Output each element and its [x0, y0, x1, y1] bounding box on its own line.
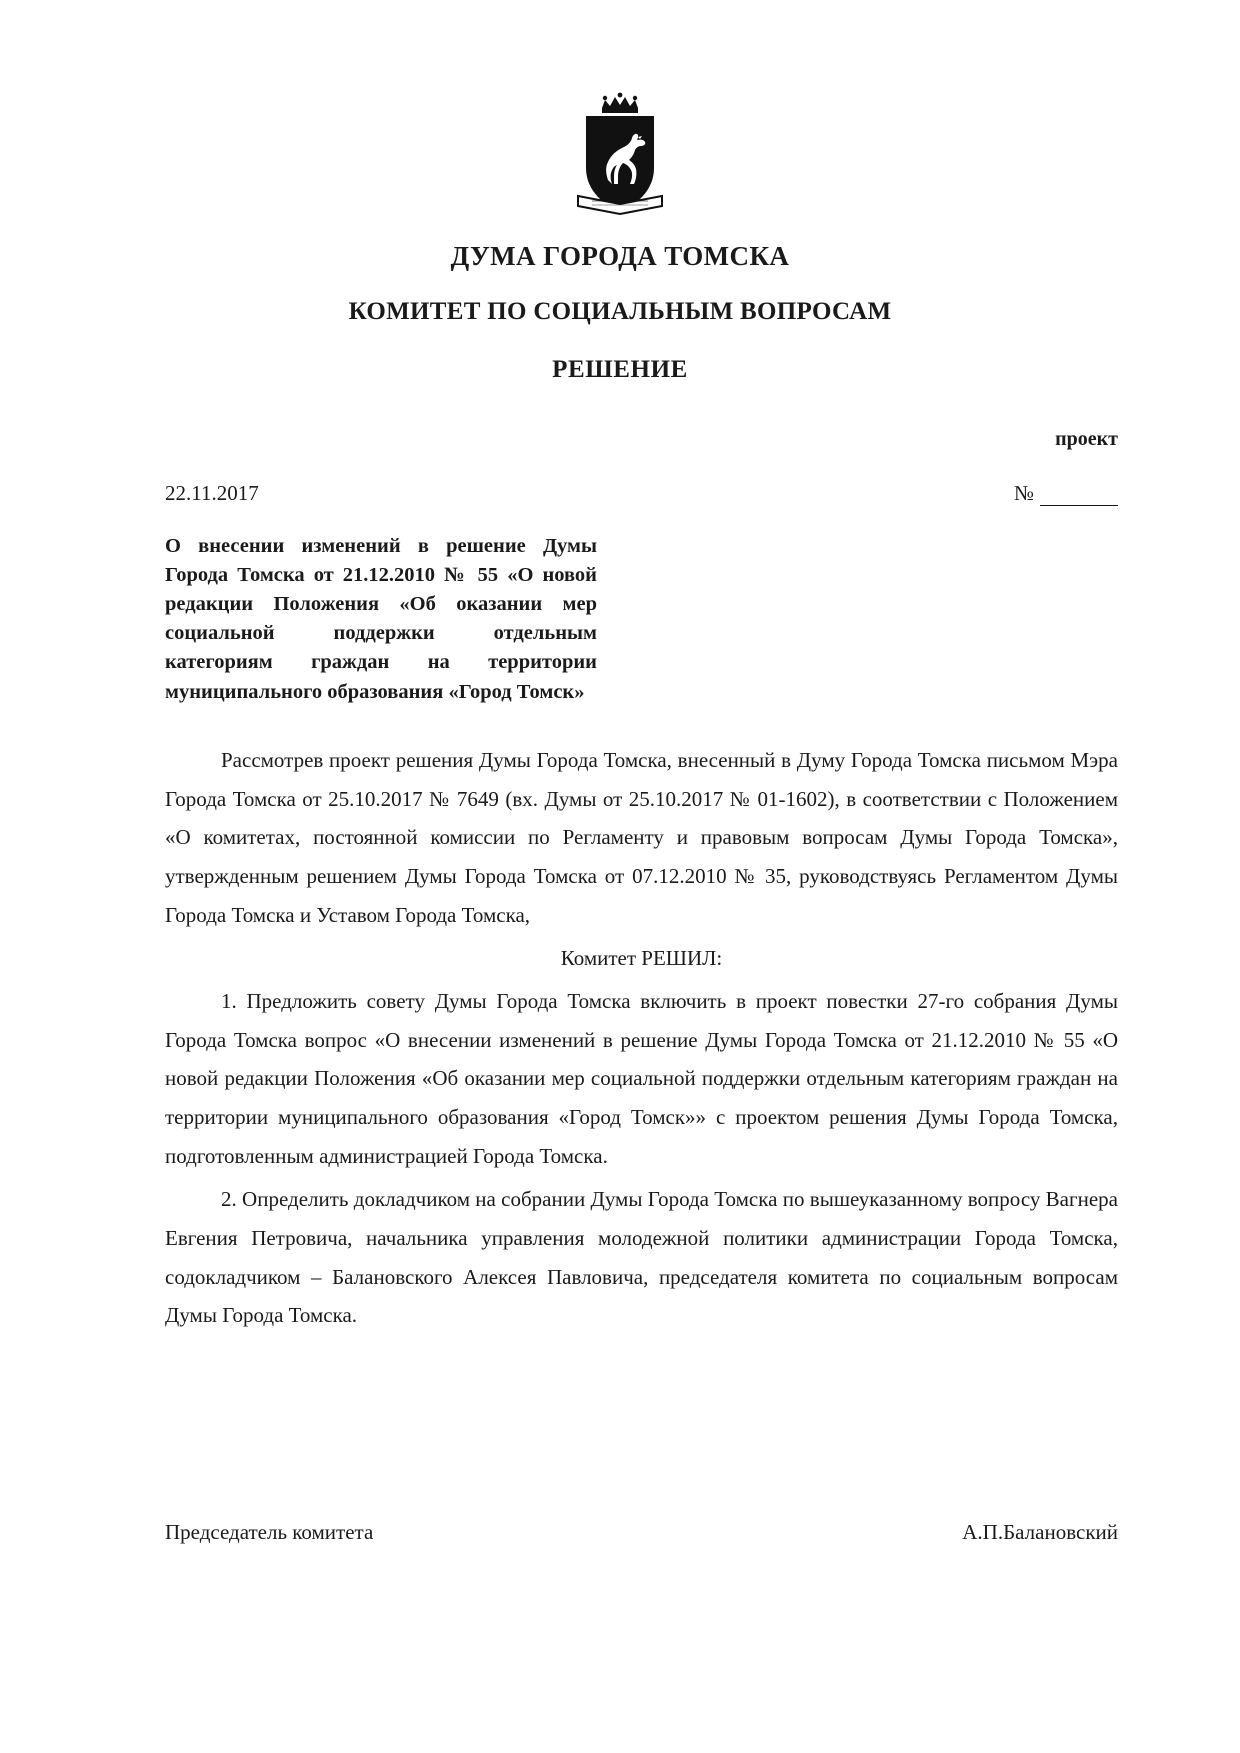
- signature-block: [165, 1520, 1118, 1545]
- committee-title: КОМИТЕТ ПО СОЦИАЛЬНЫМ ВОПРОСАМ: [348, 298, 892, 325]
- coat-of-arms-icon: [572, 92, 668, 227]
- paragraph-preamble: Рассмотрев проект решения Думы Города Томска, внесенный в Думу Города Томска письмом Мэра Города Томска от 25.10.2017 № 7649 (вх. Думы от 25.10.2017 № 01-1602), в соответствии с Положением «О комитетах, постоянной комиссии по Регламенту и правовым вопросам Думы Города Томска», утвержденным решением Думы Города Томска от 07.12.2010 № 35, руководствуясь Регламентом Думы Города Томска и Уставом Города Томска,: [165, 747, 1118, 928]
- paragraph-item-1: 1. Предложить совету Думы Города Томска включить в проект повестки 27-го собрания Думы Города Томска вопрос «О внесении изменений в решение Думы Города Томска от 21.12.2010 № 55 «О новой редакции Положения «Об оказании мер социальной поддержки отдельным категориям граждан на территории муниципального образования «Город Томск»» с проектом решения Думы Города Томска, подготовленным администрацией Города Томска.: [165, 988, 1118, 1169]
- document-number: [1014, 481, 1118, 506]
- number-symbol: №: [1013, 481, 1034, 505]
- document-type-heading: РЕШЕНИЕ: [552, 356, 688, 383]
- document-subject: О внесении изменений в решение Думы Города Томска от 21.12.2010 № 55 «О новой редакции Положения «Об оказании мер социальной поддержки отдельным категориям граждан на территории муниципального образования «Город Томск»: [165, 535, 597, 703]
- document-body: [0, 741, 1240, 1336]
- draft-label: проект: [1055, 428, 1118, 450]
- document-meta-row: [0, 481, 1240, 506]
- emblem-container: [0, 0, 1240, 227]
- paragraph-resolution-header: Комитет РЕШИЛ:: [560, 945, 723, 970]
- paragraph-item-2: 2. Определить докладчиком на собрании Думы Города Томска по вышеуказанному вопросу Вагнера Евгения Петровича, начальника управления молодежной политики администрации Города Томска, содокладчиком – Балановского Алексея Павловича, председателя комитета по социальным вопросам Думы Города Томска.: [165, 1186, 1118, 1328]
- organization-title: ДУМА ГОРОДА ТОМСКА: [450, 241, 790, 271]
- document-date: 22.11.2017: [165, 481, 259, 505]
- signature-name: А.П.Балановский: [962, 1520, 1118, 1544]
- number-blank-line: [1040, 491, 1118, 506]
- signature-role: Председатель комитета: [165, 1520, 374, 1544]
